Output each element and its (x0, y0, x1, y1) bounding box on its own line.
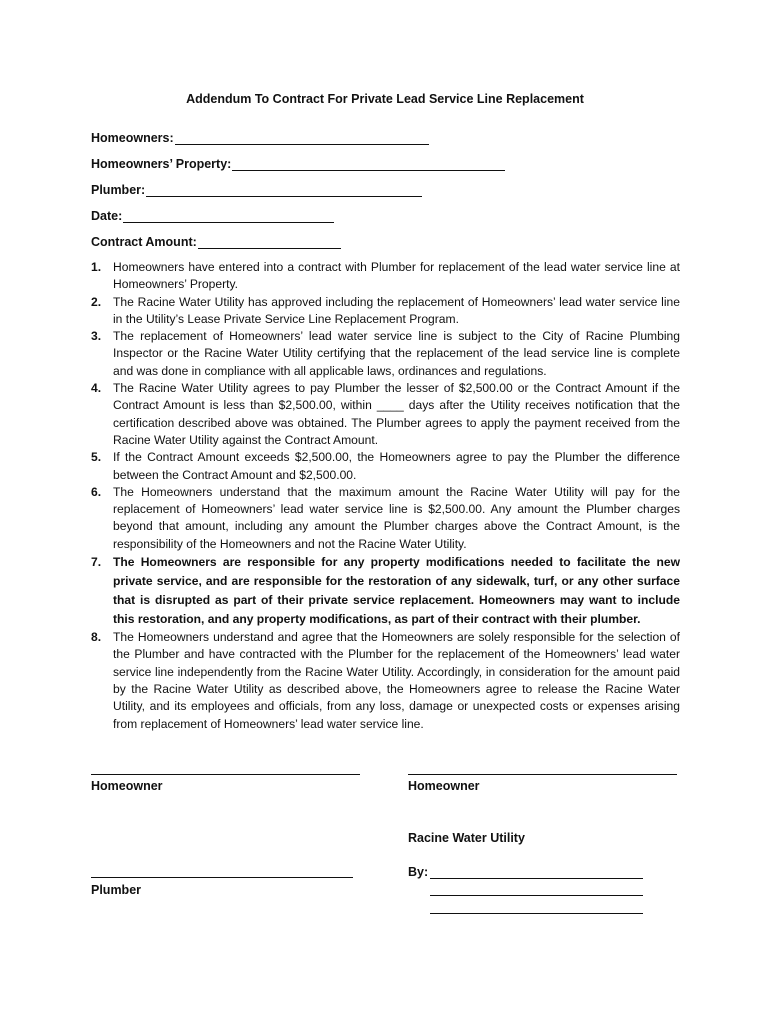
item-text: The replacement of Homeowners’ lead water service line is subject to the City of Racine Plumbing Inspector or the Racine Water Utility certifying that the replacement of the lead service line is complete and was done in compliance with all applicable laws, ordinances and regulations. (113, 329, 680, 378)
homeowner-right-signature-line[interactable] (408, 774, 677, 775)
property-label: Homeowners’ Property: (91, 157, 232, 171)
homeowners-label: Homeowners: (91, 131, 174, 145)
by-label: By: (408, 865, 429, 879)
item-number: 7. (91, 555, 102, 570)
homeowners-field (91, 127, 429, 145)
plumber-label: Plumber: (91, 183, 146, 197)
document-title: Addendum To Contract For Private Lead Service Line Replacement (186, 92, 584, 106)
item-text: The Homeowners are responsible for any property modifications needed to facilitate the new private service, and are responsible for the restoration of any sidewalk, turf, or any other surface that is disrupted as part of their private service replacement. Homeowners may want to include this restoration, and any property modifications, as part of their contract with their plumber. (113, 555, 680, 627)
item-text: Homeowners have entered into a contract with Plumber for replacement of the lead water service line at Homeowners’ Property. (113, 260, 680, 292)
list-item (91, 259, 680, 294)
item-text: The Racine Water Utility has approved including the replacement of Homeowners’ lead water service line in the Utility’s Lease Private Service Line Replacement Program. (113, 294, 680, 326)
item-text: The Homeowners understand and agree that the Homeowners are solely responsible for the selection of the Plumber and have contracted with the Plumber for the replacement of the Homeowners’ lead water service line independently from the Racine Water Utility. Accordingly, in consideration for the amount paid by the Racine Water Utility as described above, the Homeowners agree to release the Racine Water Utility, and its employees and officials, from any loss, damage or unexpected costs or expenses arising from replacement of Homeowners’ lead water service line. (113, 630, 680, 731)
contract-amount-blank[interactable] (198, 234, 341, 249)
list-item (91, 380, 680, 449)
utility-signature-line-2[interactable] (430, 895, 643, 896)
utility-label: Racine Water Utility (408, 831, 525, 845)
item-text: If the Contract Amount exceeds $2,500.00, the Homeowners agree to pay the Plumber the difference between the Contract Amount and $2,500.00. (113, 450, 680, 482)
date-field (91, 205, 334, 223)
item-number: 5. (91, 450, 102, 465)
contract-amount-label: Contract Amount: (91, 235, 197, 249)
homeowner-left-signature-line[interactable] (91, 774, 360, 775)
item-number: 8. (91, 630, 102, 645)
property-blank[interactable] (232, 156, 505, 171)
list-item (91, 629, 680, 733)
plumber-signature-line[interactable] (91, 877, 353, 878)
list-item (91, 484, 680, 553)
plumber-blank[interactable] (146, 182, 422, 197)
item-number: 2. (91, 294, 102, 309)
homeowner-left-label: Homeowner (91, 779, 163, 793)
plumber-field (91, 179, 422, 197)
utility-signature-line-3[interactable] (430, 913, 643, 914)
item-number: 1. (91, 260, 102, 274)
terms-list (91, 259, 680, 733)
list-item (91, 328, 680, 380)
homeowner-right-label: Homeowner (408, 779, 480, 793)
contract-amount-field (91, 231, 341, 249)
item-number: 3. (91, 329, 102, 344)
plumber-signature-label: Plumber (91, 883, 142, 897)
list-item (91, 294, 680, 329)
item-text: The Racine Water Utility agrees to pay Plumber the lesser of $2,500.00 or the Contract Amount if the Contract Amount is less than $2,500.00, within ____ days after the Utility receives notification that the certification described above was obtained. The Plumber agrees to apply the payment received from the Racine Water Utility against the Contract Amount. (113, 381, 680, 447)
list-item (91, 553, 680, 629)
list-item (91, 449, 680, 484)
date-label: Date: (91, 209, 123, 223)
property-field (91, 153, 505, 171)
by-signature-line[interactable] (430, 878, 643, 879)
date-blank[interactable] (123, 208, 334, 223)
item-text: The Homeowners understand that the maximum amount the Racine Water Utility will pay for the replacement of Homeowners’ lead water service line is $2,500.00. Any amount the Plumber charges beyond that amount, including any amount the Plumber charges above the Contract Amount, is the responsibility of the Homeowners and not the Racine Water Utility. (113, 484, 680, 551)
homeowners-blank[interactable] (175, 130, 429, 145)
item-number: 4. (91, 381, 102, 396)
item-number: 6. (91, 484, 102, 499)
